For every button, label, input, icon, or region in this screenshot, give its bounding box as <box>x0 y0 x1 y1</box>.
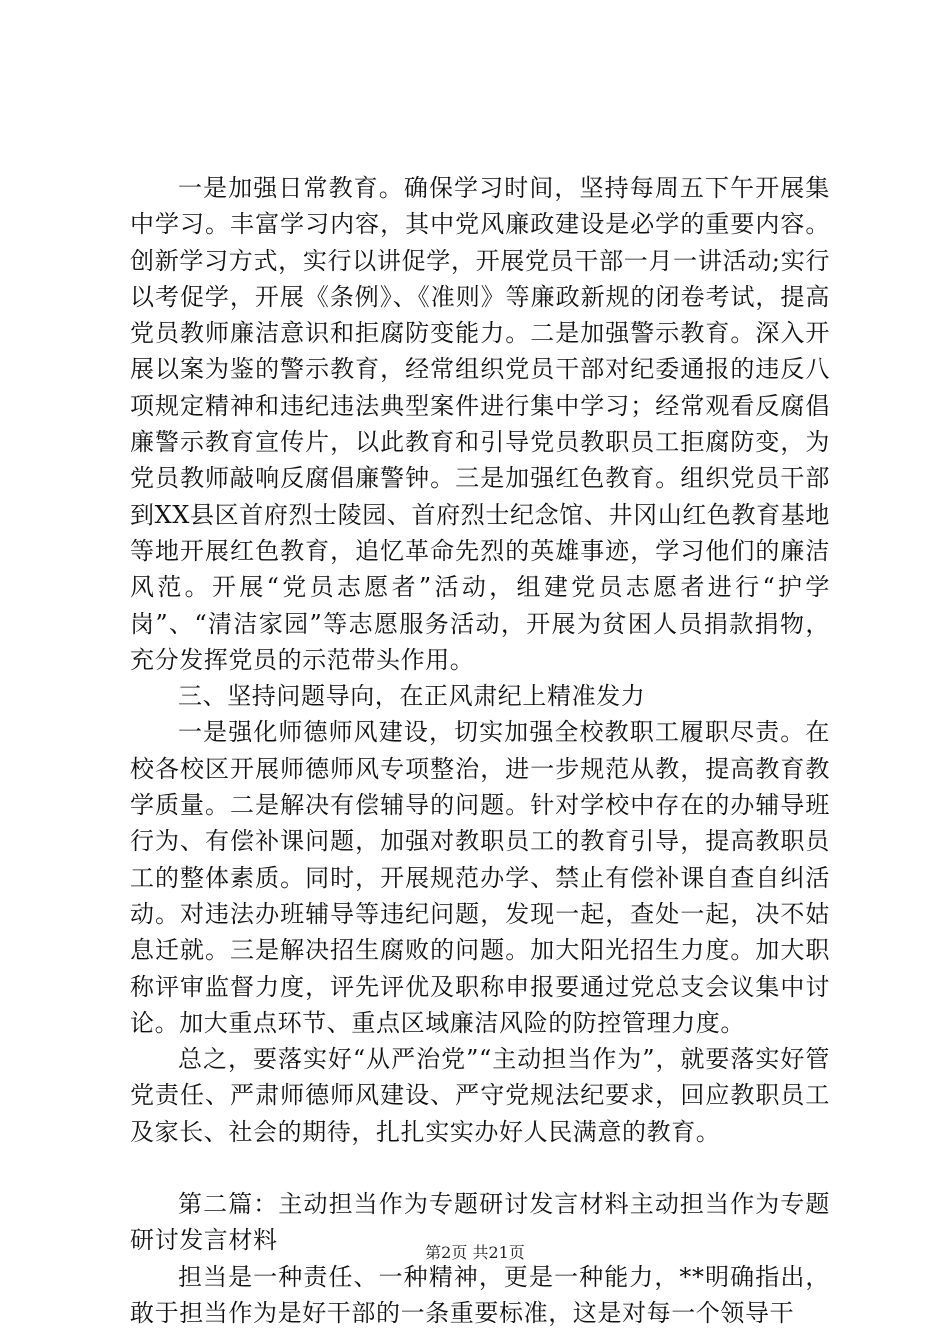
paragraph-discipline: 一是强化师德师风建设，切实加强全校教职工履职尽责。在校各校区开展师德师风专项整治，进一步规范从教，提高教育教学质量。二是解决有偿辅导的问题。针对学校中存在的办辅导班行为、有偿补课问题，加强对教职员工的教育引导，提高教职员工的整体素质。同时，开展规范办学、禁止有偿补课自查自纠活动。对违法办班辅导等违纪问题，发现一起，查处一起，决不姑息迁就。三是解决招生腐败的问题。加大阳光招生力度。加大职称评审监督力度，评先评优及职称申报要通过党总支会议集中讨论。加大重点环节、重点区域廉洁风险的防控管理力度。 <box>130 718 830 1037</box>
document-body <box>130 170 830 1331</box>
paragraph-summary: 总之，要落实好“从严治党”“主动担当作为”，就要落实好管党责任、严肃师德师风建设、严守党规法纪要求，回应教职员工及家长、社会的期待，扎扎实实办好人民满意的教育。 <box>130 1045 830 1146</box>
paragraph-spacer <box>130 1150 830 1186</box>
paragraph-responsibility: 担当是一种责任、一种精神，更是一种能力，**明确指出，敢于担当作为是好干部的一条重要标准，这是对每一个领导干 <box>130 1262 830 1327</box>
page-footer: 第2页 共21页 <box>425 1243 525 1262</box>
chapter-title: 第二篇：主动担当作为专题研讨发言材料主动担当作为专题研讨发言材料 <box>130 1190 830 1255</box>
paragraph-education: 一是加强日常教育。确保学习时间，坚持每周五下午开展集中学习。丰富学习内容，其中党风廉政建设是必学的重要内容。创新学习方式，实行以讲促学，开展党员干部一月一讲活动;实行以考促学，开展《条例》、《准则》等廉政新规的闭卷考试，提高党员教师廉洁意识和拒腐防变能力。二是加强警示教育。深入开展以案为鉴的警示教育，经常组织党员干部对纪委通报的违反八项规定精神和违纪违法典型案件进行集中学习；经常观看反腐倡廉警示教育宣传片，以此教育和引导党员教职员工拒腐防变，为党员教师敲响反腐倡廉警钟。三是加强红色教育。组织党员干部到XX县区首府烈士陵园、首府烈士纪念馆、井冈山红色教育基地等地开展红色教育，追忆革命先烈的英雄事迹，学习他们的廉洁风范。开展“党员志愿者”活动，组建党员志愿者进行“护学岗”、“清洁家园”等志愿服务活动，开展为贫困人员捐款捐物，充分发挥党员的示范带头作用。 <box>130 174 830 674</box>
section-heading: 三、坚持问题导向，在正风肃纪上精准发力 <box>178 682 646 711</box>
